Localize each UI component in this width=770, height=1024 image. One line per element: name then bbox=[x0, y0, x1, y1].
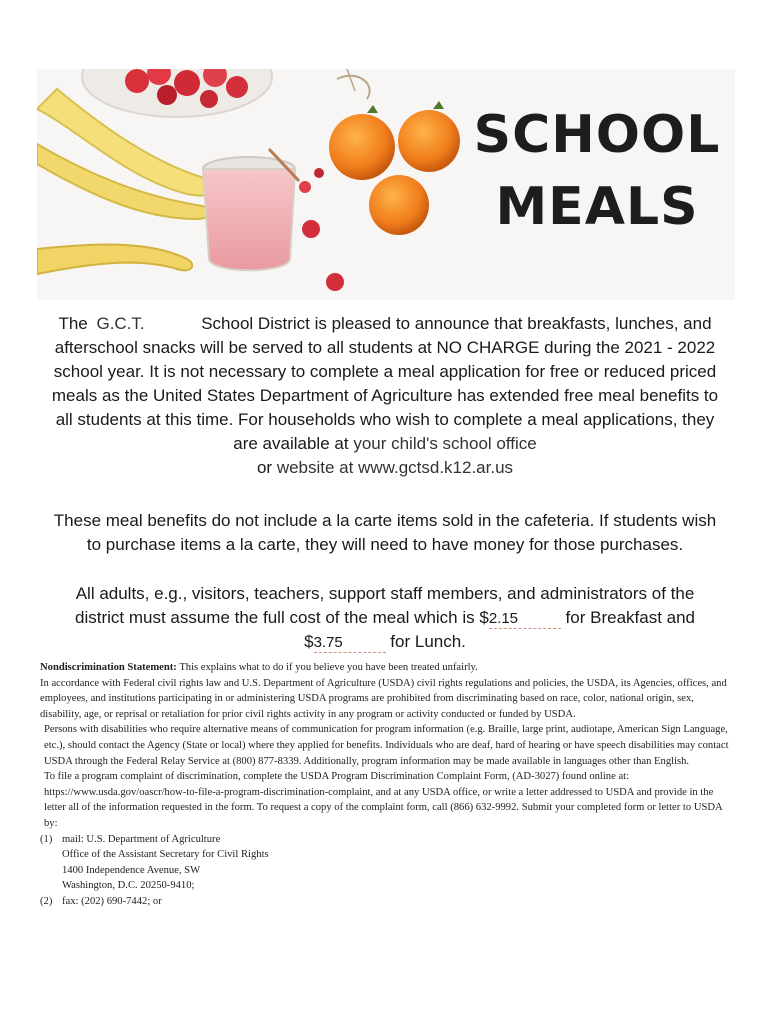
mail-line-4: Washington, D.C. 20250-9410; bbox=[62, 880, 195, 892]
nondiscrimination-statement bbox=[40, 660, 730, 916]
statement-para-3: To file a program complaint of discrimination, complete the USDA Program Discrimination Complaint Form, (AD-3027) found online at: https://www.usda.gov/oascr/how-to-file-a-program-discrimination-complaint, and at any USDA office, or write a letter addressed to USDA and provide in the letter all of the information requested in the form. To request a copy of the complaint form, call (866) 632-9992. Submit your completed form or letter to USDA by: bbox=[44, 771, 723, 829]
breakfast-label: for Breakfast and bbox=[565, 608, 696, 627]
list-number: (1) bbox=[40, 833, 53, 845]
truncated-text bbox=[40, 910, 730, 916]
adult-price-text: All adults, e.g., visitors, teachers, support staff members, and administrators of the district must assume the full cost of the meal which is $ bbox=[74, 584, 695, 627]
intro-text: School District is pleased to announce that breakfasts, lunches, and afterschool snacks will be served to all students at NO CHARGE during the 2021 - 2022 school year. It is not necessary to complete a meal application for free or reduced priced meals as the United States Department of Agriculture has extended free meal benefits to all students at this time. For households who wish to complete a meal applications, they are available at bbox=[51, 314, 719, 453]
intro-paragraph bbox=[50, 312, 720, 480]
lunch-price-field[interactable]: 3.75 bbox=[314, 634, 386, 653]
title-line-meals: MEALS bbox=[495, 177, 699, 237]
website-field[interactable]: website at www.gctsd.k12.ar.us bbox=[276, 458, 514, 477]
statement-para-1: In accordance with Federal civil rights law and U.S. Department of Agriculture (USDA) civil rights regulations and policies, the USDA, its Agencies, offices, and employees, and institutions participating in or administering USDA programs are prohibited from discriminating based on race, color, national origin, sex, disability, age, or reprisal or retaliation for prior civil rights activity in any program or activity conducted or funded by USDA. bbox=[40, 677, 727, 720]
mail-line-2: Office of the Assistant Secretary for Civil Rights bbox=[62, 849, 269, 861]
dollar-sign: $ bbox=[304, 632, 314, 651]
mail-line-1: mail: U.S. Department of Agriculture bbox=[62, 833, 221, 845]
list-item-fax bbox=[40, 894, 730, 910]
adult-price-paragraph bbox=[50, 582, 720, 654]
breakfast-price-field[interactable]: 2.15 bbox=[489, 610, 561, 629]
statement-heading: Nondiscrimination Statement: bbox=[40, 662, 177, 673]
a-la-carte-paragraph: These meal benefits do not include a la carte items sold in the cafeteria. If students wish to purchase items a la carte, they will need to have money for those purchases. bbox=[53, 511, 717, 554]
statement-heading-rest: This explains what to do if you believe you have been treated unfairly. bbox=[179, 662, 478, 673]
list-item-mail bbox=[40, 832, 730, 894]
title-line-school: SCHOOL bbox=[473, 105, 721, 165]
fax-line: fax: (202) 690-7442; or bbox=[62, 895, 162, 907]
hero-banner bbox=[37, 69, 735, 300]
lunch-label: for Lunch. bbox=[390, 632, 466, 651]
district-name-field[interactable]: G.C.T. bbox=[96, 314, 145, 333]
statement-para-2: Persons with disabilities who require alternative means of communication for program information (e.g. Braille, large print, audiotape, American Sign Language, etc.), should contact the Agency (State or local) where they applied for benefits. Individuals who are deaf, hard of hearing or have speech disabilities may contact USDA through the Federal Relay Service at (800) 877-8339. Additionally, program information may be made available in languages other than English. bbox=[44, 724, 729, 767]
application-location-field[interactable]: your child's school office bbox=[353, 434, 537, 453]
mail-line-3: 1400 Independence Avenue, SW bbox=[62, 864, 201, 876]
hero-title bbox=[467, 99, 727, 243]
intro-the: The bbox=[58, 314, 88, 333]
list-number: (2) bbox=[40, 895, 53, 907]
or-word: or bbox=[256, 458, 273, 477]
